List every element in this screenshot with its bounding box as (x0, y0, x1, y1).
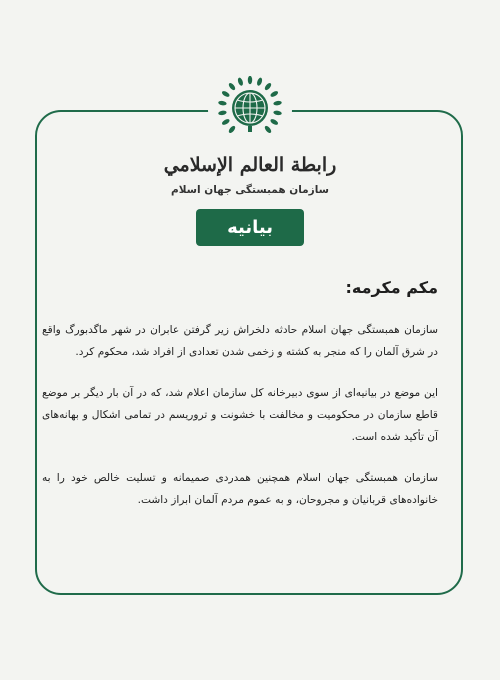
paragraph-2: این موضع در بیانیه‌ای از سوی دبیرخانه کل سازمان اعلام شد، که در آن بار دیگر بر موضع قاطع سازمان در محکومیت و مخالفت با خشونت و تروریسم در تمامی اشکال و بهانه‌های آن تأکید شده است. (42, 387, 438, 443)
salutation: مکم مکرمه: (345, 278, 438, 297)
paragraph-1: سازمان همبستگی جهان اسلام حادثه دلخراش زیر گرفتن عابران در شهر ماگدبورگ واقع در شرق آلمان را که منجر به کشته و زخمی شدن تعدادی از افراد شد، محکوم کرد. (42, 324, 438, 358)
statement-body (42, 278, 438, 530)
paragraph-3: سازمان همبستگی جهان اسلام همچنین همدردی صمیمانه و تسلیت خالص خود را به خانواده‌های قربانیان و مجروحان، و به عموم مردم آلمان ابراز داشت. (42, 472, 438, 506)
org-name-arabic: رابطة العالم الإسلامي (163, 154, 337, 176)
statement-badge (196, 209, 304, 246)
globe-wreath-emblem-icon (218, 76, 282, 140)
org-name-persian: سازمان همبستگی جهان اسلام (171, 184, 329, 196)
statement-badge-label: بیانیه (227, 217, 273, 238)
